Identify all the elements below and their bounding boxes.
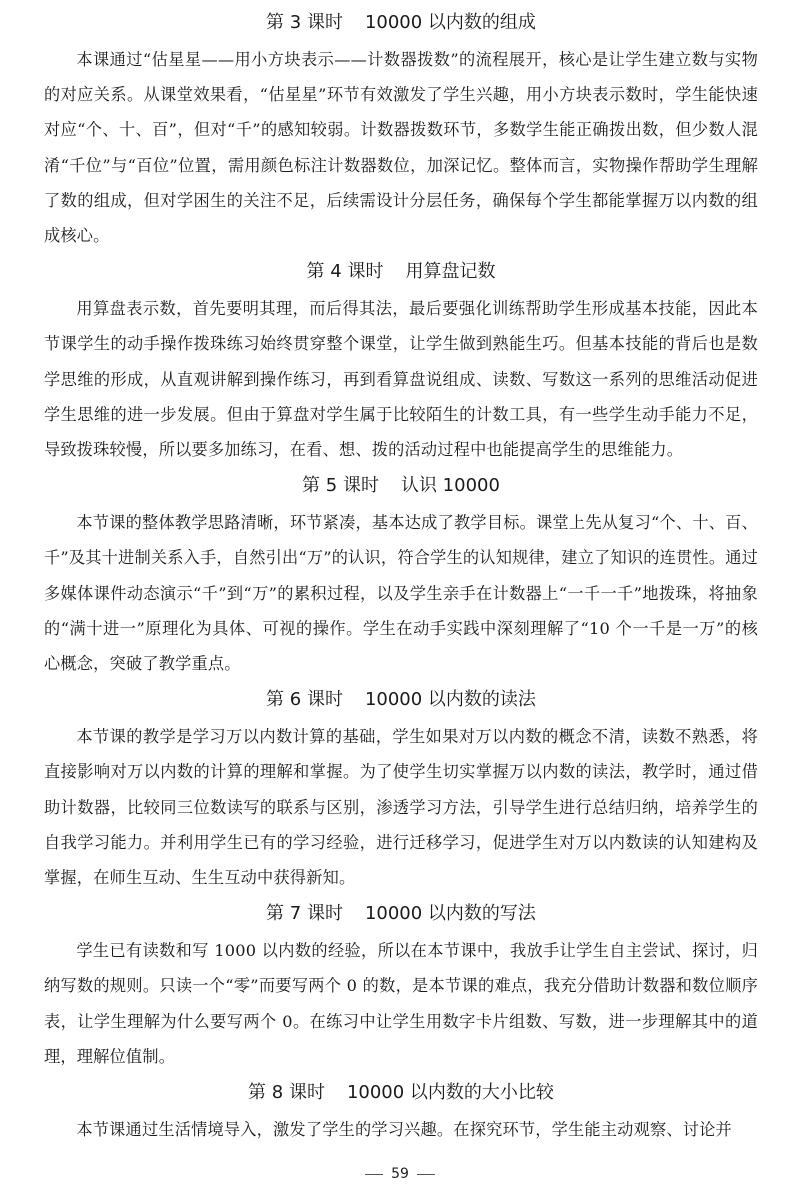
- lesson-number: 第 8 课时: [248, 1082, 325, 1104]
- lesson-number: 第 4 课时: [306, 261, 384, 283]
- lesson-topic: 10000 以内数的大小比较: [346, 1082, 554, 1104]
- section-paragraph: 本节课通过生活情境导入，激发了学生的学习兴趣。在探究环节，学生能主动观察、讨论并: [76, 1120, 732, 1140]
- section-paragraph: 学生已有读数和写 1000 以内数的经验，所以在本节课中，我放手让学生自主尝试、探讨，归纳写数的规则。只读一个“零”而要写两个 0 的数，是本节课的难点，我充分借助计数器和数位顺序表，让学生理解为什么要写两个 0。在练习中让学生用数字卡片组数、写数，进一步理解其中的道理，理解位值制。: [44, 941, 758, 1066]
- section-paragraph: 用算盘表示数，首先要明其理，而后得其法，最后要强化训练帮助学生形成基本技能，因此本节课学生的动手操作拨珠练习始终贯穿整个课堂，让学生做到熟能生巧。但基本技能的背后也是数学思维的形成，从直观讲解到操作练习，再到看算盘说组成、读数、写数这一系列的思维活动促进学生思维的进一步发展。但由于算盘对学生属于比较陌生的计数工具，有一些学生动手能力不足，导致拨珠较慢，所以要多加练习，在看、想、拨的活动过程中也能提高学生的思维能力。: [44, 299, 758, 460]
- footer-dash-left: [365, 1174, 383, 1175]
- lesson-number: 第 7 课时: [266, 903, 343, 925]
- page-footer: [0, 1164, 800, 1184]
- section-paragraph: 本课通过“估星星——用小方块表示——计数器拨数”的流程展开，核心是让学生建立数与实物的对应关系。从课堂效果看，“估星星”环节有效激发了学生兴趣，用小方块表示数时，学生能快速对应“个、十、百”，但对“千”的感知较弱。计数器拨数环节，多数学生能正确拨出数，但少数人混淆“千位”与“百位”位置，需用颜色标注计数器数位，加深记忆。整体而言，实物操作帮助学生理解了数的组成，但对学困生的关注不足，后续需设计分层任务，确保每个学生都能掌握万以内数的组成核心。: [44, 50, 758, 246]
- lesson-section-5: [44, 471, 758, 681]
- lesson-number: 第 5 课时: [302, 475, 379, 497]
- page-number: 59: [391, 1166, 409, 1182]
- lesson-section-6: [44, 685, 758, 895]
- lesson-section-4: [44, 257, 758, 467]
- section-title: [44, 471, 758, 501]
- lesson-topic: 10000 以内数的读法: [364, 689, 536, 711]
- lesson-number: 第 6 课时: [266, 689, 343, 711]
- lesson-section-8: [44, 1078, 758, 1147]
- section-title: [44, 899, 758, 929]
- lesson-topic: 10000 以内数的写法: [364, 903, 536, 925]
- section-paragraph: 本节课的整体教学思路清晰，环节紧凑，基本达成了教学目标。课堂上先从复习“个、十、百、千”及其十进制关系入手，自然引出“万”的认识，符合学生的认知规律，建立了知识的连贯性。通过多媒体课件动态演示“千”到“万”的累积过程，以及学生亲手在计数器上“一千一千”地拨珠，将抽象的“满十进一”原理化为具体、可视的操作。学生在动手实践中深刻理解了“10 个一千是一万”的核心概念，突破了教学重点。: [44, 513, 758, 674]
- lesson-topic: 用算盘记数: [405, 261, 496, 283]
- document-page: [44, 8, 758, 1151]
- lesson-topic: 认识 10000: [400, 475, 500, 497]
- section-paragraph: 本节课的教学是学习万以内数计算的基础，学生如果对万以内数的概念不清，读数不熟悉，将直接影响对万以内数的计算的理解和掌握。为了使学生切实掌握万以内数的读法，教学时，通过借助计数器，比较同三位数读写的联系与区别，渗透学习方法，引导学生进行总结归纳，培养学生的自我学习能力。并利用学生已有的学习经验，进行迁移学习，促进学生对万以内数读的认知建构及掌握，在师生互动、生生互动中获得新知。: [44, 727, 758, 888]
- section-title: [44, 8, 758, 38]
- lesson-section-7: [44, 899, 758, 1074]
- section-title: [44, 685, 758, 715]
- section-title: [44, 1078, 758, 1108]
- section-title: [44, 257, 758, 287]
- lesson-section-3: [44, 8, 758, 253]
- lesson-topic: 10000 以内数的组成: [364, 12, 536, 33]
- lesson-number: 第 3 课时: [266, 12, 343, 33]
- footer-dash-right: [417, 1174, 435, 1175]
